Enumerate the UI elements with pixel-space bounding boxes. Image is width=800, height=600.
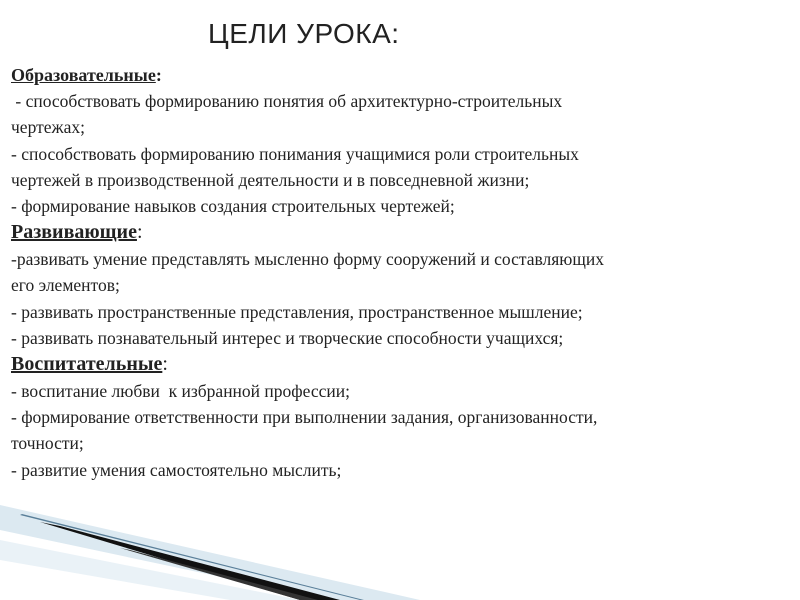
swoosh-dark-band-2 bbox=[120, 548, 318, 600]
goal-line: - формирование ответственности при выполнении задания, организованности, bbox=[11, 406, 598, 427]
section-heading-educational: Образовательные: bbox=[11, 65, 162, 85]
goal-line: - способствовать формированию понятия об архитектурно-строительных bbox=[11, 91, 563, 111]
goals-content bbox=[11, 62, 791, 483]
goal-line: - развивать познавательный интерес и творческие способности учащихся; bbox=[11, 327, 564, 348]
section-heading-upbringing: Воспитательные: bbox=[11, 353, 168, 376]
goal-line: - развитие умения самостоятельно мыслить; bbox=[11, 459, 342, 480]
section-educational bbox=[11, 62, 791, 219]
goal-line: чертежей в производственной деятельности и в повседневной жизни; bbox=[11, 169, 530, 190]
section-developing bbox=[11, 219, 791, 351]
swoosh-thin-line bbox=[20, 514, 364, 600]
goal-line: - развивать пространственные представления, пространственное мышление; bbox=[11, 301, 583, 322]
swoosh-dark-band bbox=[40, 522, 340, 600]
goal-line: - формирование навыков создания строительных чертежей; bbox=[11, 196, 455, 217]
goal-line: чертежах; bbox=[11, 117, 85, 138]
swoosh-light-band bbox=[0, 505, 420, 600]
section-heading-developing: Развивающие: bbox=[11, 221, 143, 244]
goal-line: его элементов; bbox=[11, 275, 120, 296]
swoosh-light-band-2 bbox=[0, 540, 300, 600]
goal-line: -развивать умение представлять мысленно форму сооружений и составляющих bbox=[11, 248, 604, 269]
page-title: ЦЕЛИ УРОКА: bbox=[208, 18, 400, 49]
goal-line: точности; bbox=[11, 433, 84, 454]
goal-line: - способствовать формированию понимания учащимися роли строительных bbox=[11, 143, 579, 164]
goal-line: - воспитание любви к избранной профессии; bbox=[11, 380, 350, 401]
section-upbringing bbox=[11, 351, 791, 483]
